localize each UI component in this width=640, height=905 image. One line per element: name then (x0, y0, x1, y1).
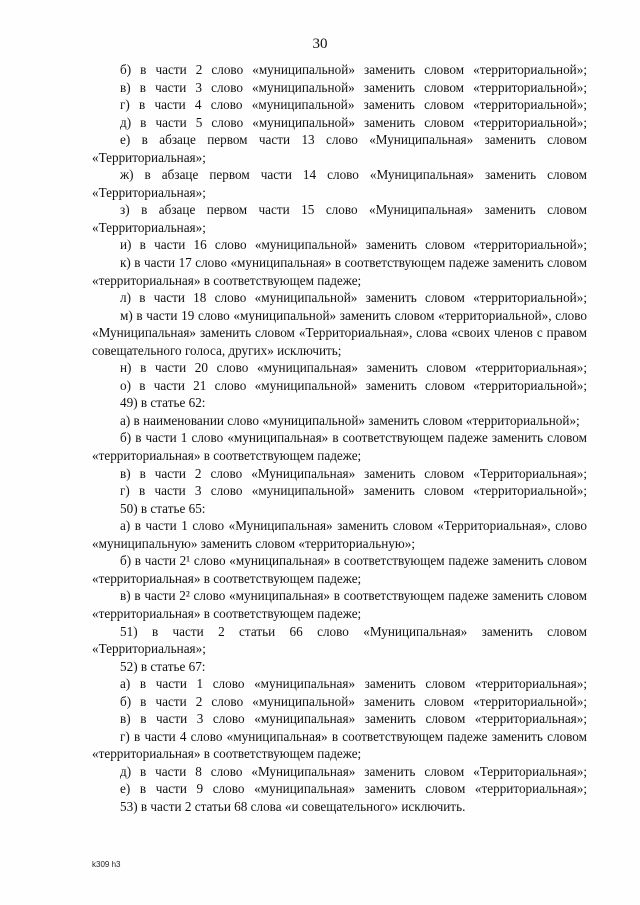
item-50-heading: 50) в статье 65: (120, 500, 206, 516)
paragraph-49-a: а) в наименовании слово «муниципальной» заменить словом «территориальной»; (120, 412, 580, 428)
paragraph-52-d: д) в части 8 слово «Муниципальная» заменить словом «Территориальная»; (120, 763, 587, 779)
paragraph-b-part2: б) в части 2 слово «муниципальной» заменить словом «территориальной»; (120, 62, 587, 77)
item-52-heading: 52) в статье 67: (120, 658, 206, 674)
paragraph-52-e: е) в части 9 слово «муниципальная» заменить словом «территориальная»; (120, 781, 587, 797)
paragraph-o-part21: о) в части 21 слово «муниципальной» заменить словом «территориальной»; (120, 377, 587, 393)
paragraph-52-a: а) в части 1 слово «муниципальная» заменить словом «территориальная»; (120, 676, 587, 692)
item-49-heading: 49) в статье 62: (120, 395, 206, 411)
document-code-footer: k309 h3 (92, 860, 121, 869)
item-51: 51) в части 2 статьи 66 слово «Муниципальная» заменить словом «Территориальная»; (92, 623, 587, 657)
paragraph-v-part3: в) в части 3 слово «муниципальной» заменить словом «территориальной»; (120, 79, 587, 95)
paragraph-z-part15: з) в абзаце первом части 15 слово «Муниципальная» заменить словом «Территориальная»; (92, 202, 587, 235)
paragraph-g-part4: г) в части 4 слово «муниципальной» заменить словом «территориальной»; (120, 97, 587, 113)
paragraph-n-part20: н) в части 20 слово «муниципальная» заменить словом «территориальная»; (120, 360, 587, 376)
paragraph-50-b: б) в части 2¹ слово «муниципальная» в соответствующем падеже заменить словом «территориальная» в соответствующем падеже; (92, 553, 587, 586)
item-53: 53) в части 2 статьи 68 слова «и совещательного» исключить. (120, 798, 466, 814)
paragraph-m-part19: м) в части 19 слово «муниципальной» заменить словом «территориальной», слово «Муниципальная» заменить словом «Территориальная», слова «своих членов с правом совещательного голоса, других» исключить; (92, 307, 587, 358)
paragraph-52-v: в) в части 3 слово «муниципальная» заменить словом «территориальная»; (120, 711, 587, 727)
paragraph-50-a: а) в части 1 слово «Муниципальная» заменить словом «Территориальная», слово «муниципальную» заменить словом «территориальную»; (92, 518, 587, 551)
paragraph-d-part5: д) в части 5 слово «муниципальной» заменить словом «территориальной»; (120, 114, 587, 130)
paragraph-zh-part14: ж) в абзаце первом части 14 слово «Муниципальная» заменить словом «Территориальная»; (92, 167, 587, 200)
paragraph-e-part13: е) в абзаце первом части 13 слово «Муниципальная» заменить словом «Территориальная»; (92, 132, 587, 165)
paragraph-52-b: б) в части 2 слово «муниципальной» заменить словом «территориальной»; (120, 693, 587, 709)
paragraph-49-v: в) в части 2 слово «Муниципальная» заменить словом «Территориальная»; (120, 465, 587, 481)
paragraph-l-part18: л) в части 18 слово «муниципальной» заменить словом «территориальной»; (120, 290, 587, 306)
page-number: 30 (312, 36, 328, 52)
paragraph-k-part17: к) в части 17 слово «муниципальная» в соответствующем падеже заменить словом «территориальная» в соответствующем падеже; (92, 255, 587, 288)
document-body (92, 61, 587, 816)
paragraph-50-v: в) в части 2² слово «муниципальная» в соответствующем падеже заменить словом «территориальная» в соответствующем падеже; (92, 588, 587, 621)
paragraph-49-g: г) в части 3 слово «муниципальной» заменить словом «территориальной»; (120, 483, 587, 499)
paragraph-52-g: г) в части 4 слово «муниципальная» в соответствующем падеже заменить словом «территориальная» в соответствующем падеже; (92, 728, 587, 762)
paragraph-49-b: б) в части 1 слово «муниципальная» в соответствующем падеже заменить словом «территориальная» в соответствующем падеже; (92, 430, 587, 464)
paragraph-i-part16: и) в части 16 слово «муниципальной» заменить словом «территориальной»; (120, 237, 587, 253)
